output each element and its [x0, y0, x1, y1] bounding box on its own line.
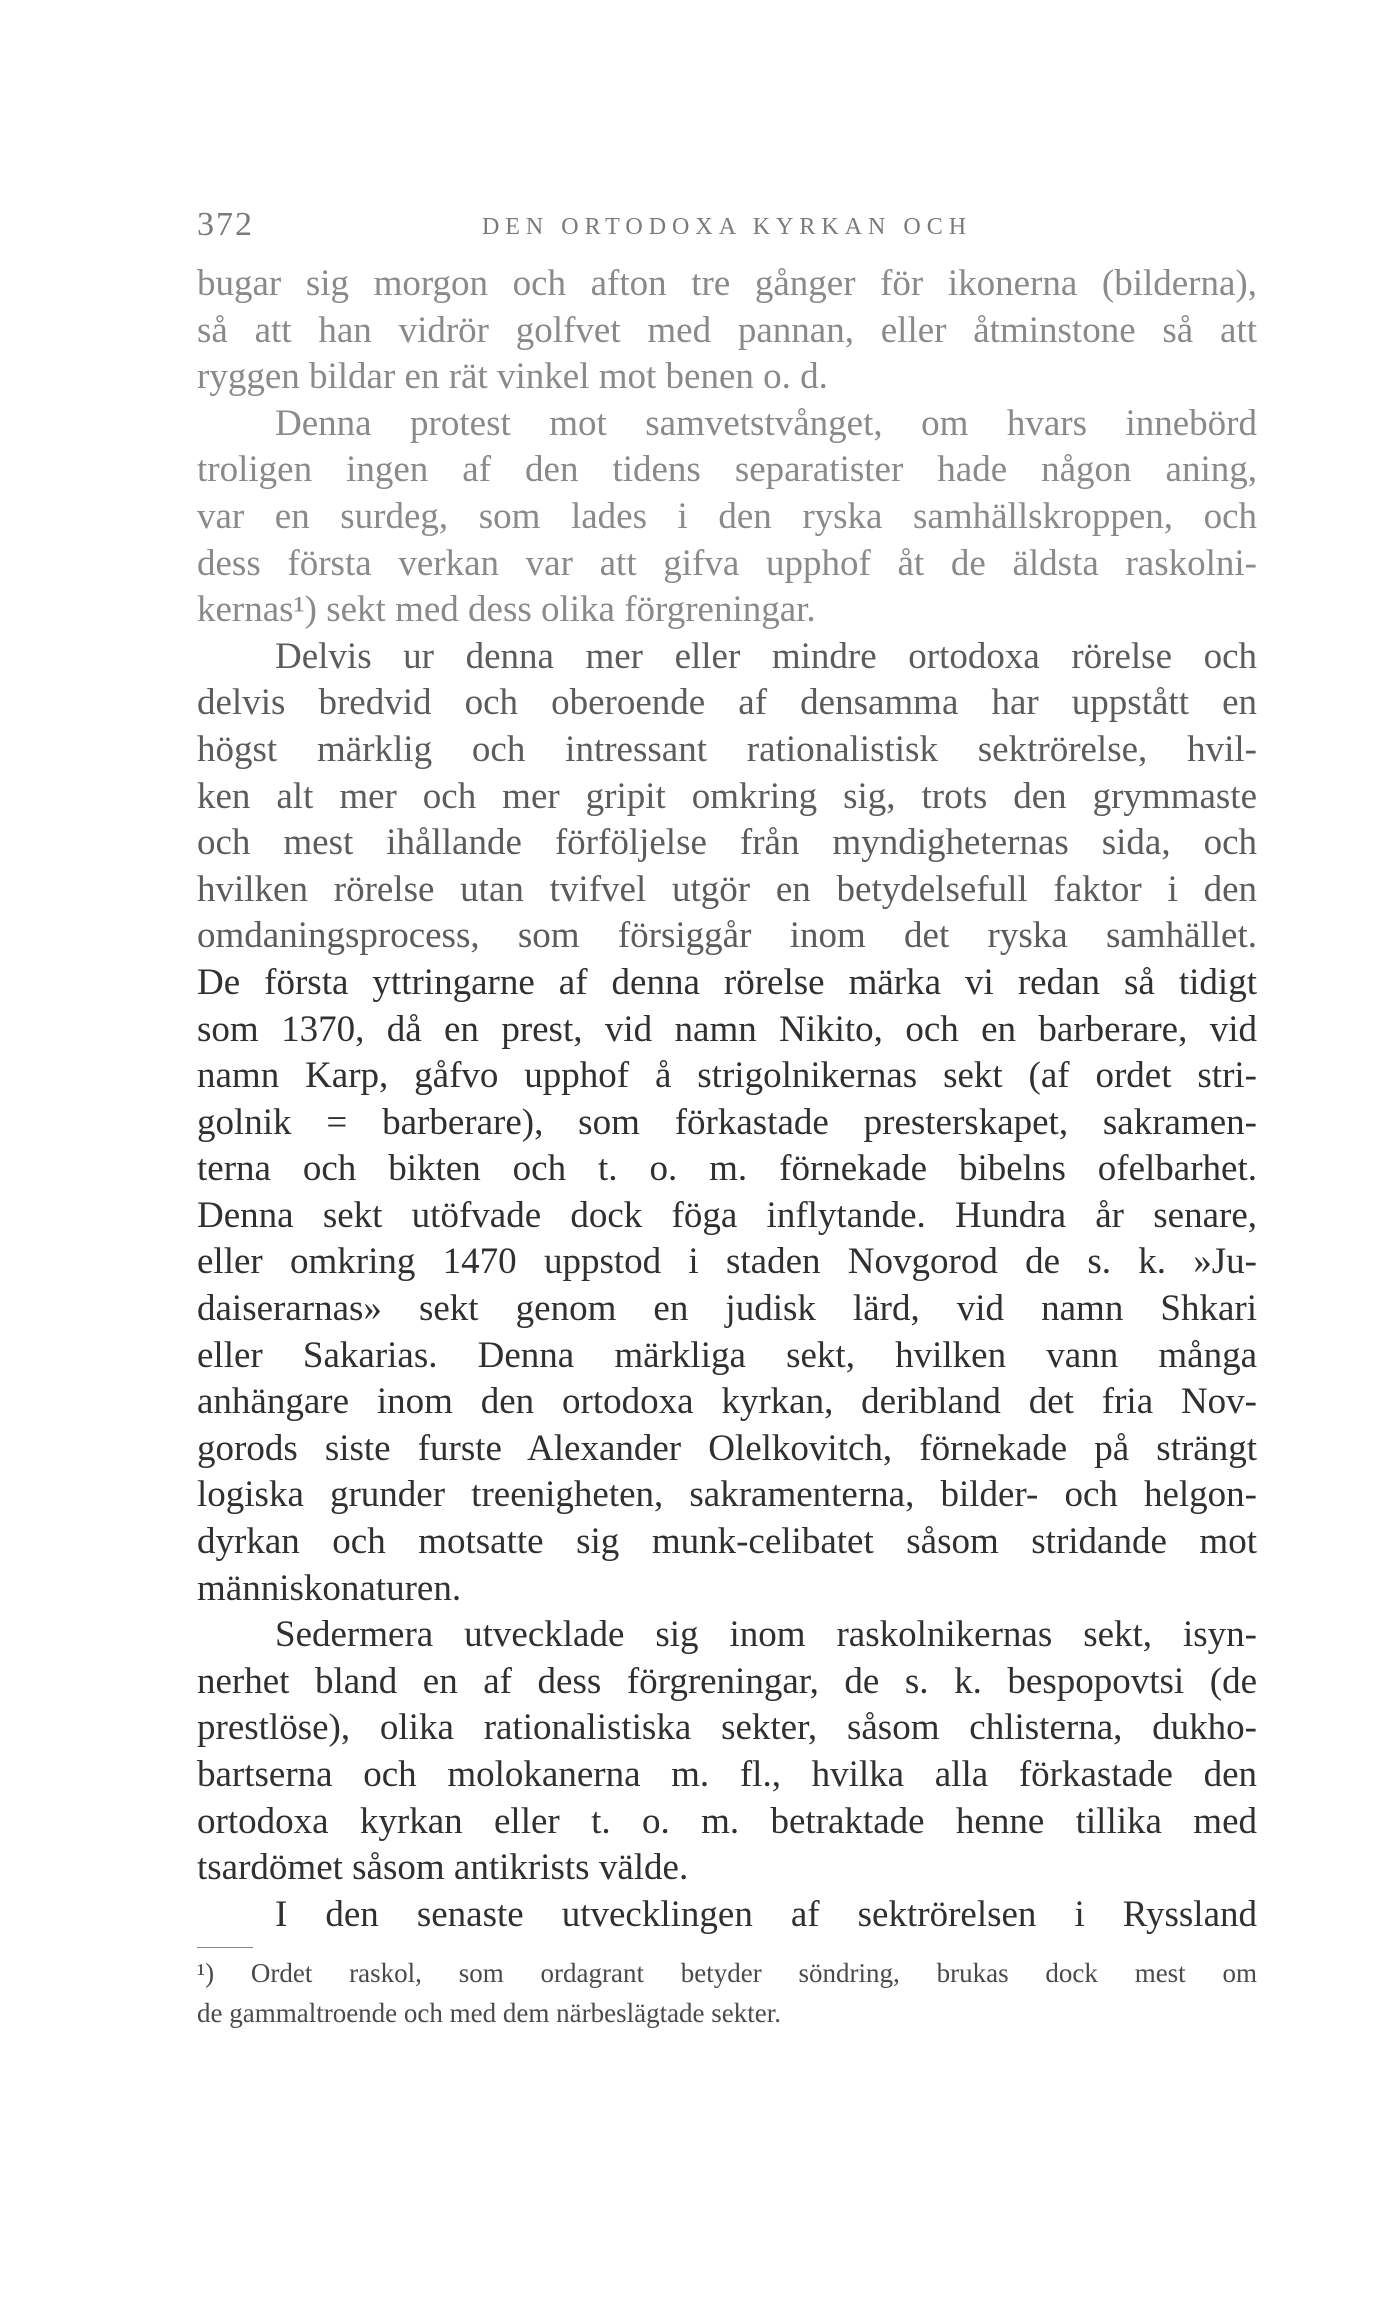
text-line: delvis bredvid och oberoende af densamma har uppstått en	[197, 682, 1257, 724]
footnote-line: ¹) Ordet raskol, som ordagrant betyder söndring, brukas dock mest om	[197, 1958, 1257, 1988]
text-line: Sedermera utvecklade sig inom raskolnikernas sekt, isyn-	[275, 1614, 1257, 1656]
text-line: Denna protest mot samvetstvånget, om hvars innebörd	[275, 402, 1257, 444]
footnote-divider	[197, 1947, 253, 1948]
text-line: Denna sekt utöfvade dock föga inflytande. Hundra år senare,	[197, 1194, 1257, 1236]
text-line: hvilken rörelse utan tvifvel utgör en betydelsefull faktor i den	[197, 868, 1257, 910]
text-line: namn Karp, gåfvo upphof å strigolnikernas sekt (af ordet stri-	[197, 1055, 1257, 1097]
footnote	[197, 1953, 1257, 2033]
text-line: bugar sig morgon och afton tre gånger för ikonerna (bilderna),	[197, 263, 1257, 304]
text-line: logiska grunder treenigheten, sakramenterna, bilder- och helgon-	[197, 1474, 1257, 1516]
text-line: var en surdeg, som lades i den ryska samhällskroppen, och	[197, 495, 1257, 537]
text-line: och mest ihållande förföljelse från myndigheternas sida, och	[197, 822, 1257, 864]
text-line: ortodoxa kyrkan eller t. o. m. betraktade henne tillika med	[197, 1800, 1257, 1842]
text-line: omdaningsprocess, som försiggår inom det ryska samhället.	[197, 915, 1257, 957]
text-line: gorods siste furste Alexander Olelkovitch, förnekade på strängt	[197, 1427, 1257, 1469]
page-number: 372	[197, 206, 254, 243]
text-line: nerhet bland en af dess förgreningar, de s. k. bespopovtsi (de	[197, 1660, 1257, 1702]
text-line: prestlöse), olika rationalistiska sekter, såsom chlisterna, dukho-	[197, 1707, 1257, 1749]
text-line: terna och bikten och t. o. m. förnekade bibelns ofelbarhet.	[197, 1148, 1257, 1190]
text-line: dyrkan och motsatte sig munk-celibatet såsom stridande mot	[197, 1521, 1257, 1563]
text-line: De första yttringarne af denna rörelse märka vi redan så tidigt	[197, 961, 1257, 1003]
text-line: dess första verkan var att gifva upphof åt de äldsta raskolni-	[197, 542, 1257, 584]
text-line: människonaturen.	[197, 1567, 462, 1609]
text-line: Delvis ur denna mer eller mindre ortodoxa rörelse och	[275, 635, 1257, 677]
text-line: ken alt mer och mer gripit omkring sig, trots den grymmaste	[197, 775, 1257, 817]
text-line: anhängare inom den ortodoxa kyrkan, deribland det fria Nov-	[197, 1381, 1257, 1423]
text-line: I den senaste utvecklingen af sektrörelsen i Ryssland	[275, 1893, 1257, 1935]
running-head: DEN ORTODOXA KYRKAN OCH	[481, 214, 973, 240]
text-line: så att han vidrör golfvet med pannan, eller åtminstone så att	[197, 309, 1257, 351]
text-line: ryggen bildar en rät vinkel mot benen o. d.	[197, 356, 828, 398]
body-text	[197, 261, 1257, 1938]
text-line: bartserna och molokanerna m. fl., hvilka alla förkastade den	[197, 1754, 1257, 1795]
text-line: högst märklig och intressant rationalistisk sektrörelse, hvil-	[197, 728, 1257, 770]
text-line: eller Sakarias. Denna märkliga sekt, hvilken vann många	[197, 1334, 1257, 1376]
text-line: daiserarnas» sekt genom en judisk lärd, vid namn Shkari	[197, 1288, 1257, 1330]
text-line: kernas¹) sekt med dess olika förgreningar.	[197, 589, 816, 631]
text-line: golnik = barberare), som förkastade presterskapet, sakramen-	[197, 1101, 1257, 1143]
text-line: som 1370, då en prest, vid namn Nikito, och en barberare, vid	[197, 1008, 1257, 1050]
text-line: eller omkring 1470 uppstod i staden Novgorod de s. k. »Ju-	[197, 1241, 1257, 1283]
text-line: tsardömet såsom antikrists välde.	[197, 1847, 689, 1889]
footnote-line: de gammaltroende och med dem närbeslägtade sekter.	[197, 1998, 782, 2028]
page-header	[197, 200, 1257, 250]
text-line: troligen ingen af den tidens separatister hade någon aning,	[197, 449, 1257, 491]
